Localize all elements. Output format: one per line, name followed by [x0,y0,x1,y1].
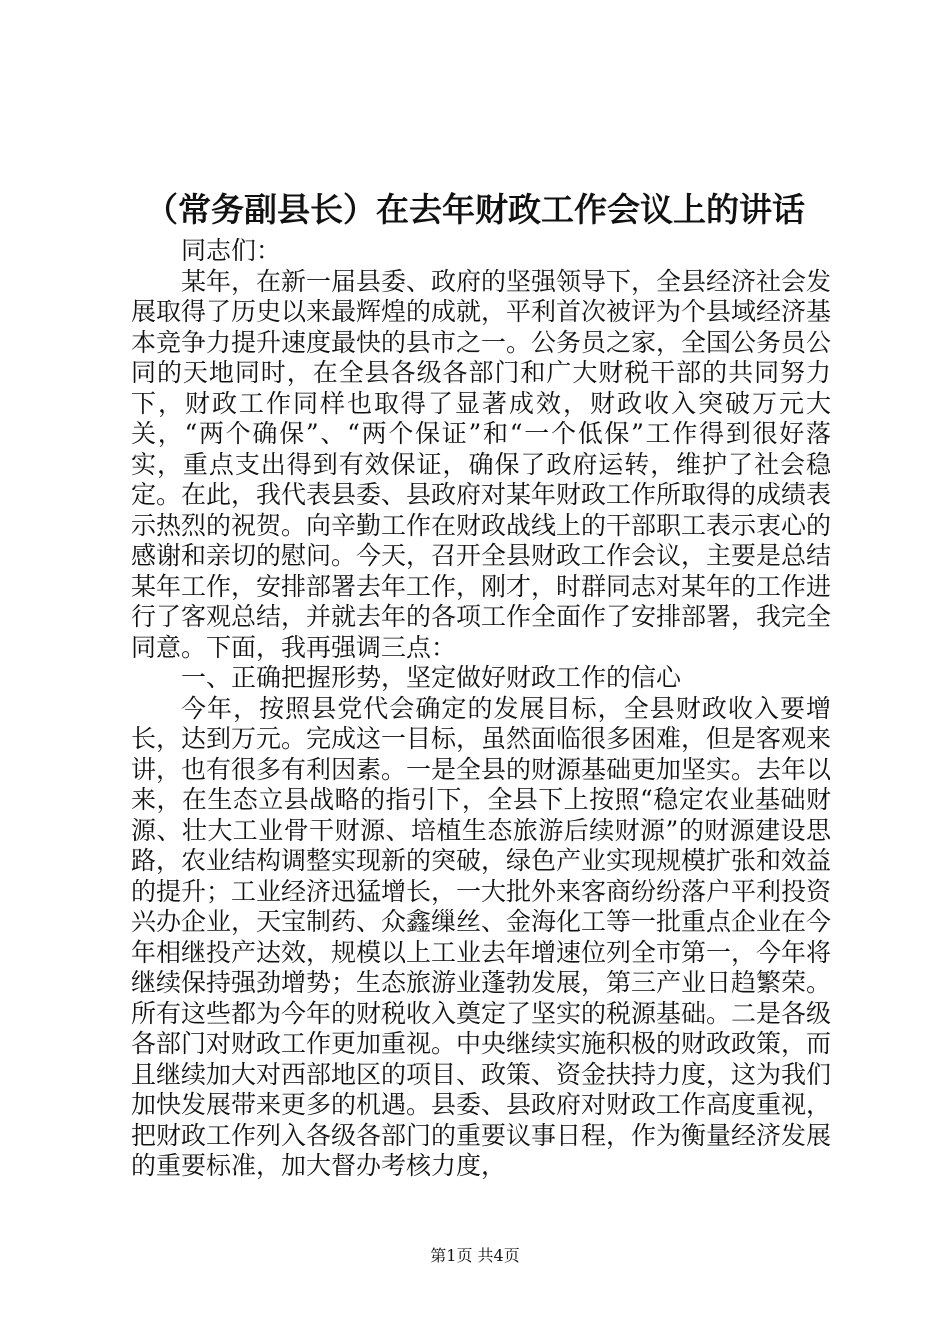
body-paragraph: 今年，按照县党代会确定的发展目标，全县财政收入要增长，达到万元。完成这一目标，虽然面临很多困难，但是客观来讲，也有很多有利因素。一是全县的财源基础更加坚实。去年以来，在生态立县战略的指引下，全县下上按照“稳定农业基础财源、壮大工业骨干财源、培植生态旅游后续财源”的财源建设思路，农业结构调整实现新的突破，绿色产业实现规模扩张和效益的提升；工业经济迅猛增长，一大批外来客商纷纷落户平利投资兴办企业，天宝制药、众鑫缫丝、金海化工等一批重点企业在今年相继投产达效，规模以上工业去年增速位列全市第一，今年将继续保持强劲增势；生态旅游业蓬勃发展，第三产业日趋繁荣。所有这些都为今年的财税收入奠定了坚实的税源基础。二是各级各部门对财政工作更加重视。中央继续实施积极的财政政策，而且继续加大对西部地区的项目、政策、资金扶持力度，这为我们加快发展带来更多的机遇。县委、县政府对财政工作高度重视，把财政工作列入各级各部门的重要议事日程，作为衡量经济发展的重要标准，加大督办考核力度， [131,693,832,1180]
body-paragraph: 某年，在新一届县委、政府的坚强领导下，全县经济社会发展取得了历史以来最辉煌的成就，平利首次被评为个县域经济基本竞争力提升速度最快的县市之一。公务员之家，全国公务员公同的天地同时，在全县各级各部门和广大财税干部的共同努力下，财政工作同样也取得了显著成效，财政收入突破万元大关，“两个确保”、“两个保证”和“一个低保”工作得到很好落实，重点支出得到有效保证，确保了政府运转，维护了社会稳定。在此，我代表县委、县政府对某年财政工作所取得的成绩表示热烈的祝贺。向辛勤工作在财政战线上的干部职工表示衷心的感谢和亲切的慰问。今天，召开全县财政工作会议，主要是总结某年工作，安排部署去年工作，刚才，时群同志对某年的工作进行了客观总结，并就去年的各项工作全面作了安排部署，我完全同意。下面，我再强调三点： [131,266,832,662]
document-title: （常务副县长）在去年财政工作会议上的讲话 [145,190,805,229]
document-body [131,236,831,1182]
section-heading: 一、正确把握形势，坚定做好财政工作的信心 [181,663,682,692]
salutation-paragraph: 同志们： [181,236,282,265]
page-number: 第1页 [430,1246,473,1265]
page-total: 共4页 [477,1246,520,1265]
page-footer [0,1245,950,1267]
